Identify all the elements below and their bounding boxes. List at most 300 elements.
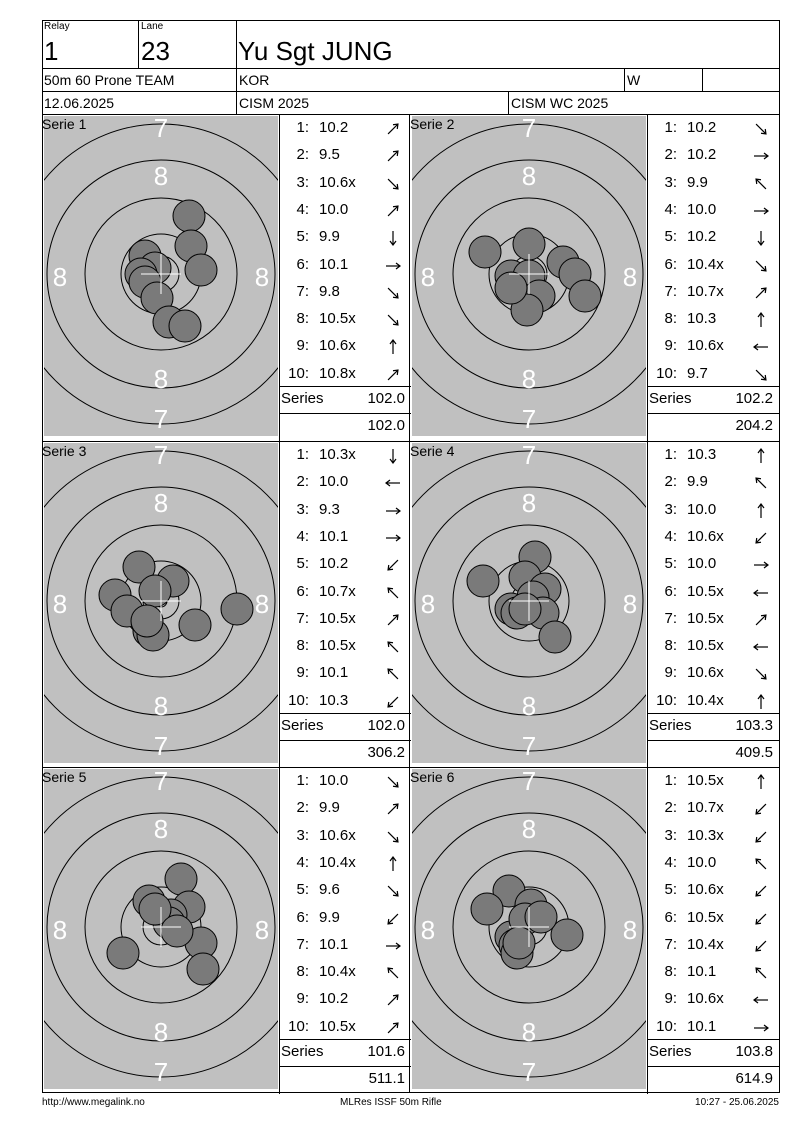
ring-number: 8 — [254, 589, 270, 619]
direction-arrow-icon — [753, 666, 769, 682]
ring-number: 8 — [52, 262, 68, 292]
shot-score: 10.4x — [319, 963, 356, 981]
target-panel — [44, 443, 278, 763]
ring-number: 7 — [521, 404, 537, 434]
shot-row — [281, 224, 409, 251]
direction-arrow-icon — [753, 829, 769, 845]
shot-number: 10: — [656, 364, 677, 382]
shot-row — [281, 361, 409, 388]
target-panel — [412, 769, 646, 1089]
ring-number: 8 — [52, 915, 68, 945]
ring-number: 8 — [254, 262, 270, 292]
competition-name: CISM 2025 — [239, 95, 310, 111]
shot-number: 4: — [664, 200, 677, 218]
shot-number: 5: — [664, 881, 677, 899]
shot-score: 10.6x — [687, 337, 724, 355]
shot-score: 9.9 — [687, 173, 708, 191]
ring-number: 8 — [521, 364, 537, 394]
ring-number: 8 — [521, 1017, 537, 1047]
series-total-row — [281, 1043, 409, 1070]
shot-row — [281, 1014, 409, 1041]
direction-arrow-icon — [753, 938, 769, 954]
ring-number: 8 — [521, 691, 537, 721]
shot-score: 10.5x — [319, 637, 356, 655]
ring-number: 8 — [153, 691, 169, 721]
shot-row — [281, 142, 409, 169]
shot-number: 9: — [296, 664, 309, 682]
ring-number: 8 — [420, 262, 436, 292]
series-total-row — [649, 390, 777, 417]
ring-number: 8 — [622, 915, 638, 945]
shot-row — [649, 606, 777, 633]
nation-code: KOR — [239, 72, 270, 88]
direction-arrow-icon — [753, 883, 769, 899]
shot-impact — [469, 236, 501, 268]
direction-arrow-icon — [753, 557, 769, 573]
running-total-value: 204.2 — [735, 417, 773, 434]
series-total-value: 103.8 — [735, 1043, 773, 1060]
running-total-value: 306.2 — [367, 744, 405, 761]
shot-score: 10.0 — [319, 200, 349, 218]
ring-number: 8 — [153, 1017, 169, 1047]
shot-number: 9: — [664, 664, 677, 682]
shot-impact — [139, 575, 171, 607]
shot-row — [649, 688, 777, 715]
shot-number: 5: — [296, 555, 309, 573]
shot-row — [281, 497, 409, 524]
shot-number: 10: — [288, 691, 309, 709]
shot-number: 3: — [664, 826, 677, 844]
shot-number: 6: — [664, 582, 677, 600]
ring-number: 7 — [153, 443, 169, 470]
shot-number: 5: — [296, 881, 309, 899]
shot-number: 4: — [664, 527, 677, 545]
series-total-label: Series — [649, 717, 692, 734]
ring-number: 7 — [521, 443, 537, 470]
shot-score: 10.4x — [319, 853, 356, 871]
shot-row — [281, 633, 409, 660]
header-divider — [138, 20, 139, 68]
shot-number: 1: — [664, 772, 677, 789]
shot-number: 8: — [296, 963, 309, 981]
shot-impact — [539, 621, 571, 653]
series-total-value: 103.3 — [735, 717, 773, 734]
shot-row — [281, 170, 409, 197]
ring-number: 7 — [521, 731, 537, 761]
serie-label: Serie 3 — [42, 443, 87, 459]
series-total-label: Series — [281, 717, 324, 734]
ring-number: 7 — [153, 404, 169, 434]
shot-number: 6: — [664, 255, 677, 273]
direction-arrow-icon — [385, 285, 401, 301]
direction-arrow-icon — [385, 367, 401, 383]
direction-arrow-icon — [385, 503, 401, 519]
series-row-divider — [42, 767, 780, 768]
direction-arrow-icon — [385, 203, 401, 219]
ring-number: 7 — [153, 1057, 169, 1087]
shot-score: 10.4x — [687, 691, 724, 709]
shot-number: 2: — [664, 799, 677, 817]
direction-arrow-icon — [385, 774, 401, 790]
shot-number: 1: — [296, 446, 309, 463]
shot-row — [281, 959, 409, 986]
direction-arrow-icon — [753, 530, 769, 546]
shot-row — [281, 333, 409, 360]
shot-score: 10.3 — [319, 691, 349, 709]
shot-number: 7: — [296, 282, 309, 300]
ring-number: 7 — [521, 769, 537, 796]
shot-row — [281, 986, 409, 1013]
shot-score: 10.2 — [687, 146, 717, 164]
footer-timestamp: 10:27 - 25.06.2025 — [695, 1097, 779, 1108]
panel-divider — [279, 115, 280, 441]
shot-row — [649, 959, 777, 986]
shot-score: 9.6 — [319, 881, 340, 899]
shot-score: 9.5 — [319, 146, 340, 164]
direction-arrow-icon — [753, 503, 769, 519]
direction-arrow-icon — [753, 339, 769, 355]
ring-number: 8 — [521, 814, 537, 844]
shot-row — [649, 823, 777, 850]
series-column-divider — [647, 114, 648, 1093]
shot-score: 10.7x — [319, 582, 356, 600]
running-total-value: 614.9 — [735, 1070, 773, 1087]
shot-score: 10.5x — [319, 310, 356, 328]
ring-number: 8 — [153, 161, 169, 191]
header-divider — [236, 20, 237, 114]
shot-score: 10.5x — [687, 637, 724, 655]
shot-row — [649, 197, 777, 224]
direction-arrow-icon — [385, 666, 401, 682]
shot-number: 9: — [664, 337, 677, 355]
shot-number: 8: — [664, 310, 677, 328]
direction-arrow-icon — [385, 258, 401, 274]
shot-number: 4: — [296, 200, 309, 218]
shot-row — [281, 524, 409, 551]
shot-row — [649, 877, 777, 904]
shot-score: 10.0 — [687, 200, 717, 218]
shot-row — [649, 551, 777, 578]
header-divider — [702, 68, 703, 91]
shot-impact — [503, 927, 535, 959]
shot-row — [649, 497, 777, 524]
header-divider — [42, 91, 780, 92]
shot-number: 1: — [296, 772, 309, 789]
shot-number: 1: — [664, 119, 677, 136]
shot-score: 9.9 — [319, 228, 340, 246]
shot-number: 2: — [664, 473, 677, 491]
direction-arrow-icon — [753, 367, 769, 383]
shot-score: 10.0 — [687, 853, 717, 871]
shot-number: 8: — [296, 637, 309, 655]
shot-row — [281, 306, 409, 333]
shot-row — [281, 551, 409, 578]
footer-url[interactable]: http://www.megalink.no — [42, 1097, 145, 1108]
series-total-value: 102.0 — [367, 717, 405, 734]
shot-number: 2: — [296, 473, 309, 491]
shot-row — [281, 469, 409, 496]
shot-row — [281, 252, 409, 279]
direction-arrow-icon — [385, 1020, 401, 1036]
direction-arrow-icon — [753, 121, 769, 137]
shot-score: 10.3 — [687, 310, 717, 328]
shot-impact — [165, 863, 197, 895]
ring-number: 7 — [153, 769, 169, 796]
shot-row — [281, 442, 409, 469]
target-svg — [44, 116, 278, 436]
championship-name: CISM WC 2025 — [511, 95, 609, 111]
shot-row — [281, 579, 409, 606]
shot-number: 6: — [296, 908, 309, 926]
shot-row — [649, 768, 777, 795]
direction-arrow-icon — [753, 992, 769, 1008]
serie-label: Serie 1 — [42, 116, 87, 132]
shot-number: 6: — [296, 255, 309, 273]
shot-score: 10.4x — [687, 935, 724, 953]
header-divider — [42, 68, 780, 69]
direction-arrow-icon — [753, 475, 769, 491]
shot-impact — [471, 893, 503, 925]
shot-row — [649, 660, 777, 687]
shot-number: 1: — [296, 119, 309, 136]
series-total-label: Series — [281, 1043, 324, 1060]
event-name: 50m 60 Prone TEAM — [44, 72, 175, 88]
ring-number: 8 — [254, 915, 270, 945]
direction-arrow-icon — [385, 176, 401, 192]
shot-number: 10: — [288, 364, 309, 382]
shot-row — [649, 252, 777, 279]
series-total-label: Series — [281, 390, 324, 407]
direction-arrow-icon — [385, 965, 401, 981]
direction-arrow-icon — [385, 992, 401, 1008]
shot-number: 5: — [296, 228, 309, 246]
shot-score: 9.9 — [319, 908, 340, 926]
series-total-label: Series — [649, 1043, 692, 1060]
shot-impact — [187, 953, 219, 985]
target-svg — [44, 443, 278, 763]
shot-row — [649, 170, 777, 197]
direction-arrow-icon — [753, 911, 769, 927]
series-row-divider — [42, 441, 780, 442]
shot-impact — [525, 901, 557, 933]
shot-number: 3: — [296, 500, 309, 518]
shot-score: 10.1 — [319, 527, 349, 545]
shot-row — [649, 442, 777, 469]
shot-row — [281, 877, 409, 904]
shot-score: 10.5x — [319, 609, 356, 627]
series-total-value: 101.6 — [367, 1043, 405, 1060]
direction-arrow-icon — [385, 639, 401, 655]
shot-number: 2: — [664, 146, 677, 164]
shot-score: 10.0 — [687, 500, 717, 518]
shot-score: 10.5x — [687, 582, 724, 600]
shot-score: 9.7 — [687, 364, 708, 382]
shot-score: 10.0 — [319, 772, 349, 789]
direction-arrow-icon — [385, 339, 401, 355]
shot-row — [281, 905, 409, 932]
shot-score: 10.6x — [687, 990, 724, 1008]
direction-arrow-icon — [753, 148, 769, 164]
shot-row — [649, 905, 777, 932]
footer-system: MLRes ISSF 50m Rifle — [340, 1097, 442, 1108]
shot-row — [281, 279, 409, 306]
shot-number: 7: — [664, 282, 677, 300]
shot-row — [281, 823, 409, 850]
shot-number: 9: — [296, 990, 309, 1008]
direction-arrow-icon — [753, 203, 769, 219]
direction-arrow-icon — [753, 258, 769, 274]
shooter-name: Yu Sgt JUNG — [238, 36, 393, 66]
shot-row — [281, 795, 409, 822]
shot-number: 6: — [664, 908, 677, 926]
shot-score: 10.3x — [319, 446, 356, 463]
shot-number: 7: — [296, 609, 309, 627]
target-svg — [412, 443, 646, 763]
shot-row — [649, 224, 777, 251]
ring-number: 8 — [153, 814, 169, 844]
running-total-row — [649, 417, 777, 444]
shot-number: 7: — [296, 935, 309, 953]
direction-arrow-icon — [753, 639, 769, 655]
shot-row — [649, 306, 777, 333]
direction-arrow-icon — [385, 694, 401, 710]
lane-label: Lane — [141, 21, 164, 32]
running-total-value: 409.5 — [735, 744, 773, 761]
shot-number: 2: — [296, 146, 309, 164]
serie-label: Serie 2 — [410, 116, 455, 132]
direction-arrow-icon — [753, 694, 769, 710]
shot-score: 9.9 — [687, 473, 708, 491]
shot-impact — [179, 609, 211, 641]
direction-arrow-icon — [385, 448, 401, 464]
shot-score: 10.1 — [319, 935, 349, 953]
direction-arrow-icon — [385, 883, 401, 899]
shot-row — [649, 795, 777, 822]
shot-score: 10.6x — [319, 173, 356, 191]
target-panel — [412, 443, 646, 763]
ring-number: 8 — [622, 589, 638, 619]
direction-arrow-icon — [385, 312, 401, 328]
shot-number: 3: — [664, 173, 677, 191]
shot-impact — [495, 272, 527, 304]
shot-number: 10: — [656, 691, 677, 709]
ring-number: 8 — [622, 262, 638, 292]
shot-score: 10.7x — [687, 282, 724, 300]
shot-row — [649, 333, 777, 360]
shot-row — [281, 768, 409, 795]
shot-score: 10.8x — [319, 364, 356, 382]
target-panel — [412, 116, 646, 436]
ring-number: 7 — [521, 1057, 537, 1087]
shot-number: 9: — [664, 990, 677, 1008]
direction-arrow-icon — [753, 801, 769, 817]
shot-impact — [467, 565, 499, 597]
shot-number: 2: — [296, 799, 309, 817]
direction-arrow-icon — [385, 938, 401, 954]
ring-number: 8 — [153, 364, 169, 394]
shot-row — [281, 115, 409, 142]
shot-score: 10.1 — [319, 255, 349, 273]
ring-number: 8 — [420, 915, 436, 945]
shot-score: 10.6x — [687, 527, 724, 545]
direction-arrow-icon — [385, 530, 401, 546]
direction-arrow-icon — [753, 612, 769, 628]
ring-number: 8 — [521, 161, 537, 191]
shot-row — [281, 932, 409, 959]
direction-arrow-icon — [385, 911, 401, 927]
shot-row — [649, 469, 777, 496]
series-total-row — [281, 390, 409, 417]
target-panel — [44, 116, 278, 436]
shot-score: 10.2 — [319, 119, 349, 136]
shot-row — [281, 197, 409, 224]
shot-number: 8: — [664, 963, 677, 981]
direction-arrow-icon — [753, 230, 769, 246]
shot-score: 10.0 — [687, 555, 717, 573]
shot-score: 9.8 — [319, 282, 340, 300]
shot-number: 7: — [664, 935, 677, 953]
shot-row — [649, 1014, 777, 1041]
shot-row — [649, 279, 777, 306]
direction-arrow-icon — [753, 448, 769, 464]
direction-arrow-icon — [753, 176, 769, 192]
header-divider — [508, 91, 509, 114]
shot-number: 5: — [664, 555, 677, 573]
shot-impact — [509, 593, 541, 625]
shot-number: 9: — [296, 337, 309, 355]
direction-arrow-icon — [385, 148, 401, 164]
shot-number: 8: — [296, 310, 309, 328]
series-total-value: 102.0 — [367, 390, 405, 407]
ring-number: 7 — [153, 116, 169, 143]
shot-row — [649, 633, 777, 660]
direction-arrow-icon — [385, 230, 401, 246]
relay-label: Relay — [44, 21, 70, 32]
shot-score: 10.3x — [687, 826, 724, 844]
shot-score: 9.3 — [319, 500, 340, 518]
ring-number: 7 — [153, 731, 169, 761]
serie-label: Serie 5 — [42, 769, 87, 785]
shot-number: 3: — [296, 826, 309, 844]
panel-divider — [279, 442, 280, 768]
shot-number: 4: — [664, 853, 677, 871]
direction-arrow-icon — [385, 121, 401, 137]
direction-arrow-icon — [753, 965, 769, 981]
shot-score: 10.5x — [687, 908, 724, 926]
shot-score: 10.1 — [687, 1017, 717, 1035]
shot-impact — [107, 937, 139, 969]
running-total-row — [281, 1070, 409, 1097]
shot-score: 10.5x — [687, 609, 724, 627]
shot-impact — [131, 605, 163, 637]
shot-score: 10.5x — [687, 772, 724, 789]
shot-row — [649, 142, 777, 169]
panel-divider — [279, 768, 280, 1094]
ring-number: 8 — [153, 488, 169, 518]
shot-number: 7: — [664, 609, 677, 627]
series-total-row — [281, 717, 409, 744]
series-total-row — [649, 717, 777, 744]
shot-row — [649, 850, 777, 877]
shot-number: 3: — [296, 173, 309, 191]
shot-number: 10: — [288, 1017, 309, 1035]
series-total-value: 102.2 — [735, 390, 773, 407]
shot-score: 10.1 — [319, 664, 349, 682]
running-total-value: 511.1 — [368, 1070, 405, 1087]
shot-number: 3: — [664, 500, 677, 518]
shot-row — [281, 850, 409, 877]
ring-number: 7 — [521, 116, 537, 143]
